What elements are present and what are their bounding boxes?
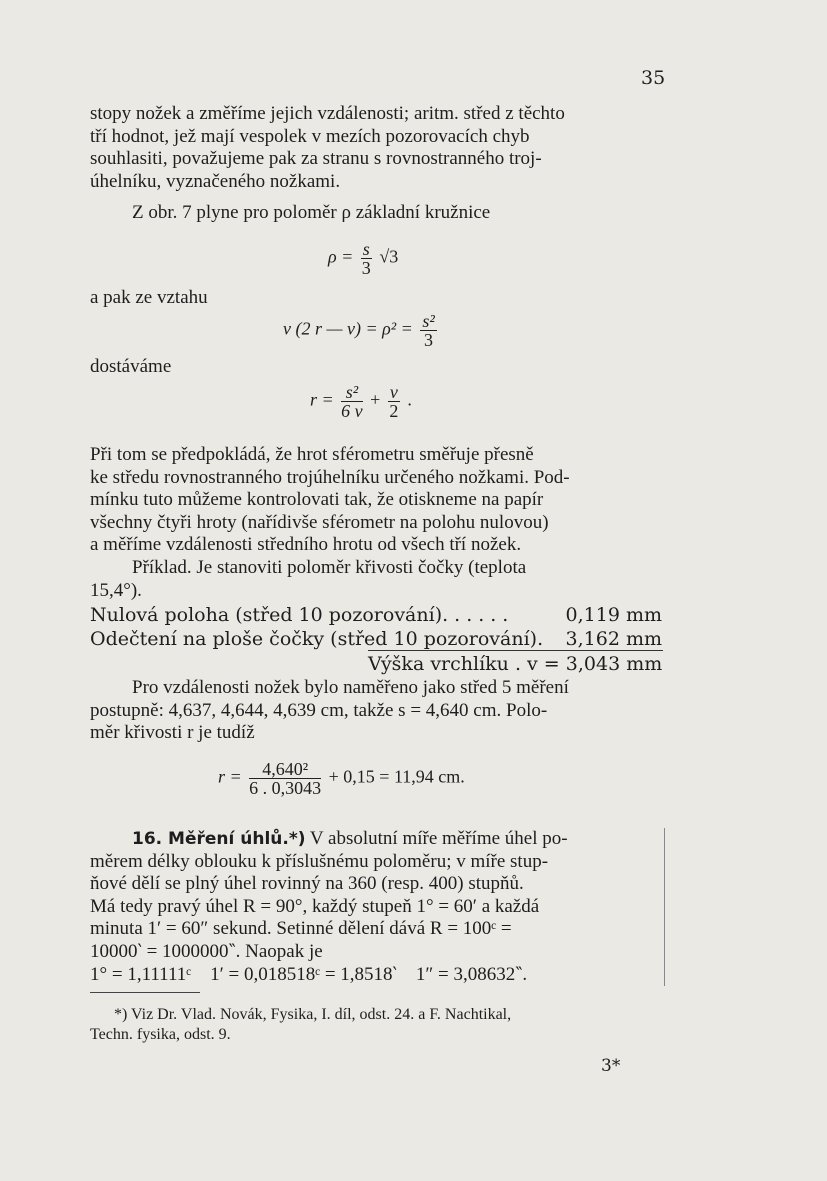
eq-lhs: r = bbox=[310, 389, 334, 410]
text-line: Příklad. Je stanoviti poloměr křivosti čočky (teplota bbox=[132, 556, 527, 578]
denominator: 6 v bbox=[341, 401, 363, 421]
eq-end: . bbox=[407, 389, 412, 410]
text-line: měrem délky oblouku k příslušnému poloměru; v míře stup- bbox=[90, 850, 549, 872]
text-line: všechny čtyři hroty (nařídivše sférometr na polohu nulovou) bbox=[90, 511, 549, 533]
text-line: 1° = 1,11111ᶜ 1′ = 0,018518ᶜ = 1,8518‵ 1″ = 3,08632‶. bbox=[90, 963, 528, 985]
text-line: úhelníku, vyznačeného nožkami. bbox=[90, 170, 341, 192]
footnote-rule bbox=[90, 992, 200, 993]
footnote-line: *) Viz Dr. Vlad. Novák, Fysika, I. díl, odst. 24. a F. Nachtikal, bbox=[114, 1006, 512, 1023]
equation-v bbox=[283, 312, 440, 349]
text-line: 10000‵ = 1000000‶. Naopak je bbox=[90, 940, 323, 962]
text-line: Při tom se předpokládá, že hrot sférometru směřuje přesně bbox=[90, 444, 534, 465]
text-line: stopy nožek a změříme jejich vzdálenosti; aritm. střed z těchto bbox=[90, 103, 565, 124]
numerator: s² bbox=[422, 311, 435, 331]
text-line: a měříme vzdálenosti středního hrotu od všech tří nožek. bbox=[90, 534, 522, 556]
measurement-table bbox=[90, 603, 662, 651]
text-line bbox=[90, 828, 672, 851]
text-line: ke středu rovnostranného trojúhelníku určeného nožkami. Pod- bbox=[90, 466, 570, 488]
eq-rest: + 0,15 = 11,94 cm. bbox=[328, 766, 465, 787]
eq-root: √3 bbox=[379, 246, 399, 267]
fraction bbox=[341, 383, 363, 420]
fraction bbox=[361, 240, 372, 277]
measurement-label: Odečtení na ploše čočky (střed 10 pozorování) bbox=[90, 628, 538, 650]
equation-rho bbox=[328, 240, 398, 277]
measurement-value: 3,162 mm bbox=[565, 628, 662, 650]
paragraph-example bbox=[90, 677, 672, 745]
fraction bbox=[388, 383, 400, 420]
denominator: 3 bbox=[361, 258, 371, 278]
section-heading: 16. Měření úhlů.*) bbox=[132, 829, 306, 849]
leader-dots: ...... bbox=[442, 604, 515, 626]
margin-line bbox=[664, 828, 665, 986]
text-line: mínku tuto můžeme kontrolovati tak, že otiskneme na papír bbox=[90, 489, 544, 511]
numerator: s bbox=[362, 239, 370, 259]
text-line: postupně: 4,637, 4,644, 4,639 cm, takže s = 4,640 cm. Polo- bbox=[90, 699, 548, 721]
fraction bbox=[420, 312, 436, 349]
measurement-value: 0,119 mm bbox=[565, 604, 662, 626]
page-number: 35 bbox=[641, 67, 666, 89]
measurement-row bbox=[90, 603, 662, 627]
text-span: V absolutní míře měříme úhel po- bbox=[305, 828, 568, 849]
eq-plus: + bbox=[370, 389, 381, 410]
measurement-label: Nulová poloha (střed 10 pozorování) bbox=[90, 604, 443, 626]
denominator: 3 bbox=[424, 330, 434, 350]
footnote bbox=[90, 1005, 672, 1045]
text-line: minuta 1′ = 60″ sekund. Setinné dělení dává R = 100ᶜ = bbox=[90, 918, 512, 940]
eq-lhs: v (2 r — v) = ρ² = bbox=[283, 318, 413, 339]
text-line: Pro vzdálenosti nožek bylo naměřeno jako střed 5 měření bbox=[132, 677, 569, 698]
equation-r bbox=[310, 383, 412, 420]
denominator: 6 . 0,3043 bbox=[249, 778, 322, 798]
paragraph-assumption bbox=[90, 444, 672, 602]
text-line: tří hodnot, jež mají vespolek v mezích pozorovacích chyb bbox=[90, 125, 530, 147]
paragraph-radius: Z obr. 7 plyne pro poloměr ρ základní kružnice bbox=[132, 202, 491, 223]
text-line: ňové dělí se plný úhel rovinný na 360 (resp. 400) stupňů. bbox=[90, 873, 524, 895]
paragraph-angles bbox=[90, 828, 672, 986]
text-line: 15,4°). bbox=[90, 579, 142, 601]
text-line: souhlasiti, považujeme pak za stranu s rovnostranného troj- bbox=[90, 148, 542, 170]
label-dostavame: dostáváme bbox=[90, 356, 172, 377]
text-line: měr křivosti r je tudíž bbox=[90, 722, 255, 744]
equation-result bbox=[218, 760, 465, 797]
footnote-line: Techn. fysika, odst. 9. bbox=[90, 1026, 231, 1043]
denominator: 2 bbox=[389, 401, 399, 421]
numerator: s² bbox=[341, 383, 363, 402]
eq-lhs: r = bbox=[218, 766, 242, 787]
numerator: v bbox=[389, 382, 398, 402]
signature-mark: 3* bbox=[601, 1056, 621, 1076]
leader-dots: . bbox=[537, 628, 550, 650]
paragraph-intro bbox=[90, 103, 672, 193]
eq-lhs: ρ = bbox=[328, 246, 354, 267]
numerator: 4,640² bbox=[249, 760, 321, 779]
measurement-row bbox=[90, 627, 662, 651]
label-a-pak: a pak ze vztahu bbox=[90, 287, 208, 308]
fraction bbox=[249, 760, 321, 797]
text-line: Má tedy pravý úhel R = 90°, každý stupeň 1° = 60′ a každá bbox=[90, 895, 540, 917]
measurement-result: Výška vrchlíku . v = 3,043 mm bbox=[368, 650, 663, 675]
